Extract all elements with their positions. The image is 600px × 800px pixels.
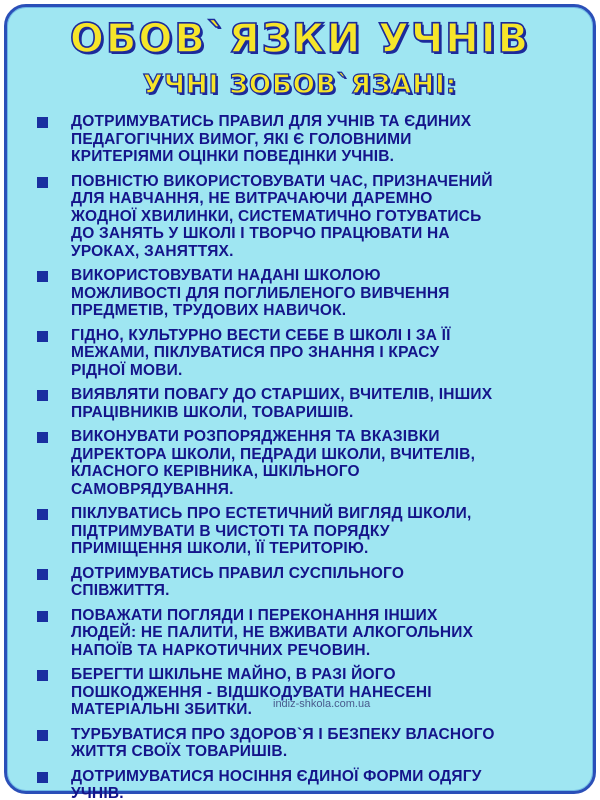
duty-text: ПОВНІСТЮ ВИКОРИСТОВУВАТИ ЧАС, ПРИЗНАЧЕНИЙ ДЛЯ НАВЧАННЯ, НЕ ВИТРАЧАЮЧИ ДАРЕМНО ЖОДНОЇ ХВИЛИНКИ, СИСТЕМАТИЧНО ГОТУВАТИСЬ ДО ЗАНЯТЬ У ШКОЛІ І ТВОРЧО ПРАЦЮВАТИ НА УРОКАХ, ЗАНЯТТЯХ.	[71, 172, 493, 260]
duty-text: ВИКОНУВАТИ РОЗПОРЯДЖЕННЯ ТА ВКАЗІВКИ ДИРЕКТОРА ШКОЛИ, ПЕДРАДИ ШКОЛИ, ВЧИТЕЛІВ, КЛАСНОГО КЕРІВНИКА, ШКІЛЬНОГО САМОВРЯДУВАННЯ.	[71, 428, 476, 498]
square-bullet-icon	[37, 670, 48, 681]
site-watermark: indiz-shkola.com.ua	[273, 698, 371, 710]
duty-item	[37, 113, 557, 166]
duty-item	[37, 386, 557, 421]
duty-text: БЕРЕГТИ ШКІЛЬНЕ МАЙНО, В РАЗІ ЙОГО ПОШКОДЖЕННЯ - ВІДШКОДУВАТИ НАНЕСЕНІ МАТЕРІАЛЬНІ ЗБИТКИ.	[71, 666, 432, 718]
square-bullet-icon	[37, 271, 48, 282]
duty-item	[37, 768, 557, 800]
duty-item	[37, 726, 557, 761]
square-bullet-icon	[37, 611, 48, 622]
duty-text: ПІКЛУВАТИСЬ ПРО ЕСТЕТИЧНИЙ ВИГЛЯД ШКОЛИ, ПІДТРИМУВАТИ В ЧИСТОТІ ТА ПОРЯДКУ ПРИМІЩЕННЯ ШКОЛИ, ЇЇ ТЕРИТОРІЮ.	[71, 505, 472, 557]
duty-text: ГІДНО, КУЛЬТУРНО ВЕСТИ СЕБЕ В ШКОЛІ І ЗА ЇЇ МЕЖАМИ, ПІКЛУВАТИСЯ ПРО ЗНАННЯ І КРАСУ РІДНОЇ МОВИ.	[71, 326, 451, 379]
duty-item	[37, 267, 557, 320]
poster-board	[4, 4, 596, 800]
duty-item	[37, 173, 557, 261]
square-bullet-icon	[37, 432, 48, 443]
square-bullet-icon	[37, 569, 48, 580]
duty-item	[37, 428, 557, 498]
duty-text: ПОВАЖАТИ ПОГЛЯДИ І ПЕРЕКОНАННЯ ІНШИХ ЛЮДЕЙ: НЕ ПАЛИТИ, НЕ ВЖИВАТИ АЛКОГОЛЬНИХ НАПОЇВ ТА НАРКОТИЧНИХ РЕЧОВИН.	[71, 606, 474, 659]
duty-item	[37, 607, 557, 660]
square-bullet-icon	[37, 390, 48, 401]
square-bullet-icon	[37, 509, 48, 520]
duty-item	[37, 327, 557, 380]
duties-list	[37, 113, 557, 800]
poster-subtitle: УЧНІ ЗОБОВ`ЯЗАНІ:	[142, 70, 458, 100]
square-bullet-icon	[37, 117, 48, 128]
duty-item	[37, 666, 557, 719]
duty-text: ВИКОРИСТОВУВАТИ НАДАНІ ШКОЛОЮ МОЖЛИВОСТІ ДЛЯ ПОГЛИБЛЕНОГО ВИВЧЕННЯ ПРЕДМЕТІВ, ТРУДОВИХ НАВИЧОК.	[71, 267, 450, 319]
duty-item	[37, 505, 557, 558]
square-bullet-icon	[37, 177, 48, 188]
square-bullet-icon	[37, 331, 48, 342]
poster-title: ОБОВ`ЯЗКИ УЧНІВ	[69, 16, 531, 62]
duty-text: ДОТРИМУВАТИСЯ НОСІННЯ ЄДИНОЇ ФОРМИ ОДЯГУ УЧНІВ.	[71, 767, 482, 800]
duty-item	[37, 565, 557, 600]
duty-text: ДОТРИМУВАТИСЬ ПРАВИЛ ДЛЯ УЧНІВ ТА ЄДИНИХ ПЕДАГОГІЧНИХ ВИМОГ, ЯКІ Є ГОЛОВНИМИ КРИТЕРІЯМИ ОЦІНКИ ПОВЕДІНКИ УЧНІВ.	[71, 113, 472, 165]
duty-text: ВИЯВЛЯТИ ПОВАГУ ДО СТАРШИХ, ВЧИТЕЛІВ, ІНШИХ ПРАЦІВНИКІВ ШКОЛИ, ТОВАРИШІВ.	[71, 386, 493, 421]
square-bullet-icon	[37, 730, 48, 741]
duty-text: ДОТРИМУВАТИСЬ ПРАВИЛ СУСПІЛЬНОГО СПІВЖИТТЯ.	[71, 564, 405, 599]
square-bullet-icon	[37, 772, 48, 783]
duty-text: ТУРБУВАТИСЯ ПРО ЗДОРОВ`Я І БЕЗПЕКУ ВЛАСНОГО ЖИТТЯ СВОЇХ ТОВАРИШІВ.	[71, 725, 495, 760]
